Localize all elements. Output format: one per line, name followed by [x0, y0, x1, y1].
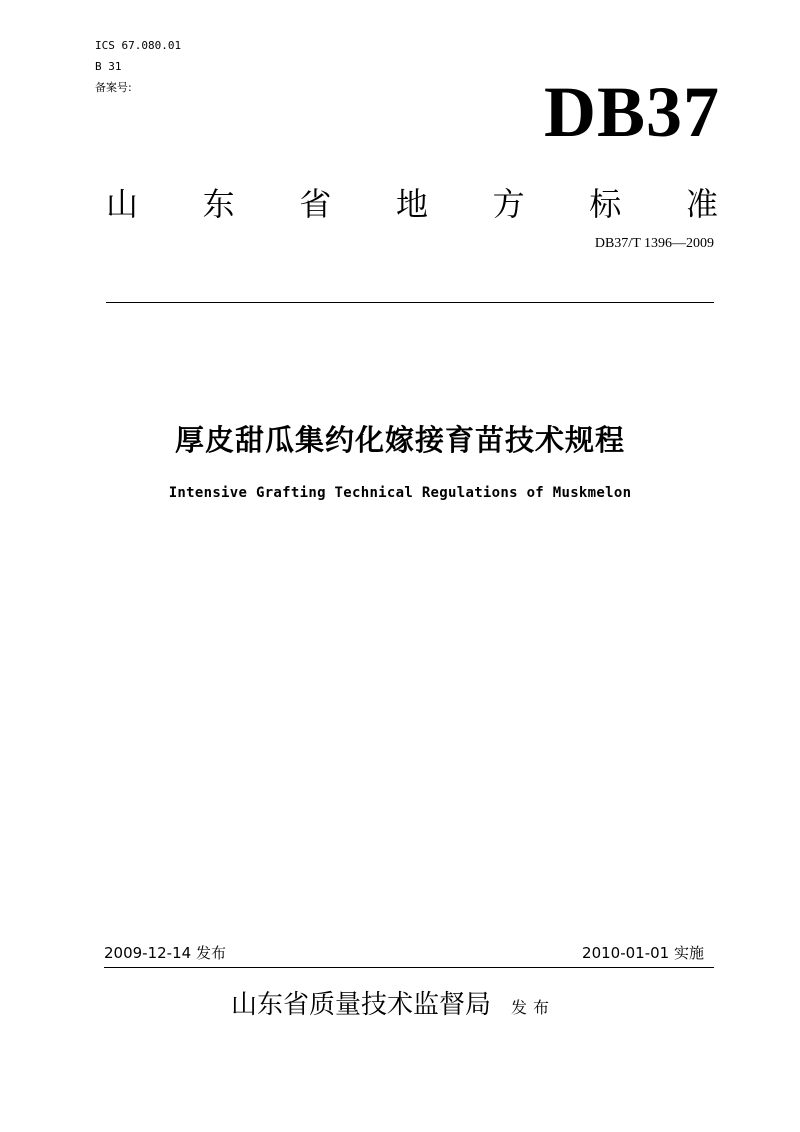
implementation-date: 2010-01-01 实施: [582, 944, 704, 962]
standard-code-logo: DB37: [543, 72, 720, 152]
standard-type-heading: [106, 182, 718, 226]
filing-number-label: 备案号:: [95, 81, 132, 94]
classification-code: B 31: [95, 60, 122, 73]
standard-type-char: 准: [685, 185, 718, 223]
publisher-action: 发布: [511, 998, 556, 1017]
document-title-english: Intensive Grafting Technical Regulations of Muskmelon: [168, 485, 632, 501]
standard-number: DB37/T 1396—2009: [594, 236, 714, 251]
top-divider: [106, 302, 714, 303]
standard-type-char: 东: [202, 185, 235, 223]
bottom-divider: [104, 967, 714, 968]
standard-type-char: 方: [492, 185, 525, 223]
ics-code: ICS 67.080.01: [95, 39, 182, 52]
issue-date: 2009-12-14 发布: [104, 944, 226, 962]
document-title-chinese: 厚皮甜瓜集约化嫁接育苗技术规程: [174, 423, 625, 457]
standard-type-char: 地: [395, 185, 428, 223]
publisher-line: [231, 988, 555, 1025]
standard-type-char: 标: [589, 185, 622, 223]
standard-type-char: 山: [106, 185, 139, 223]
publisher-name: 山东省质量技术监督局: [231, 990, 492, 1020]
standard-type-char: 省: [299, 185, 332, 223]
